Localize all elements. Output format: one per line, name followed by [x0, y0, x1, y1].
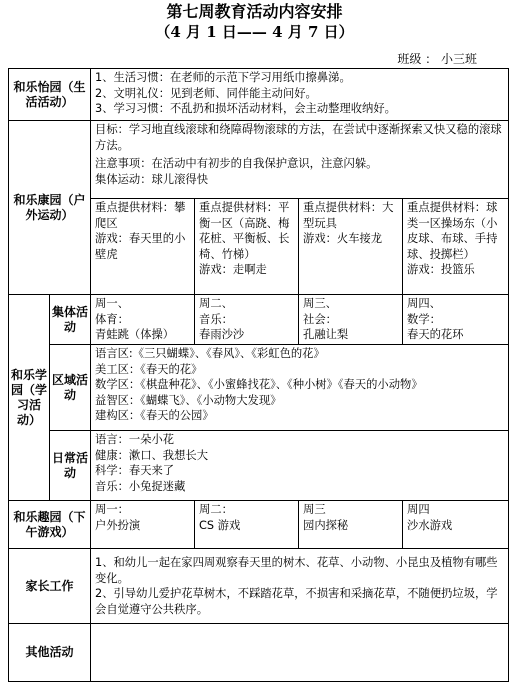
life-content [91, 69, 509, 121]
collective-day: 周二、 [199, 297, 233, 310]
afternoon-header: 和乐趣园（下午游戏） [9, 501, 91, 549]
outdoor-goal-cell [91, 121, 509, 199]
life-header: 和乐怡园（生活活动） [9, 69, 91, 121]
life-line: 3、学习习惯：不乱扔和损坏活动材料，会主动整理收纳好。 [95, 102, 396, 115]
row-parents [9, 549, 509, 624]
collective-topic: 青蛙跳（体操） [95, 328, 175, 341]
material-label: 重点提供材料：平衡一区（高跷、梅花桩、平衡板、长椅、竹梯） [199, 201, 290, 261]
outdoor-group: 集体运动：球儿滚得快 [95, 172, 208, 186]
afternoon-day: 周四 [407, 503, 430, 516]
material-cell [403, 199, 509, 295]
collective-topic: 孔融让梨 [303, 328, 349, 341]
parents-header: 家长工作 [9, 549, 91, 624]
collective-day-cell [195, 295, 299, 345]
row-other [9, 624, 509, 682]
collective-day: 周三、 [303, 297, 337, 310]
daily-line: 语言：一朵小花 [95, 433, 175, 446]
afternoon-activity: 园内探秘 [303, 518, 349, 532]
afternoon-activity: 沙水游戏 [407, 518, 453, 532]
parents-content [91, 549, 509, 624]
row-outdoor-goal [9, 121, 509, 199]
class-label: 班级 ： 小三班 [397, 52, 477, 66]
life-line: 1、生活习惯：在老师的示范下学习用纸巾擦鼻涕。 [95, 71, 351, 84]
area-line: 益智区：《蝴蝶飞》、《小动物大发现》 [95, 393, 282, 407]
afternoon-day-cell [195, 501, 299, 549]
other-header: 其他活动 [9, 624, 91, 682]
material-label: 重点提供材料：球类一区操场东（小皮球、布球、手持球、投掷栏） [407, 201, 498, 261]
collective-subject: 体育： [95, 312, 129, 326]
afternoon-day: 周二： [199, 503, 233, 516]
row-learning-collective [9, 295, 509, 345]
material-game: 游戏：火车接龙 [303, 232, 383, 245]
collective-day-cell [91, 295, 195, 345]
life-line: 2、文明礼仪：见到老师、同伴能主动问好。 [95, 86, 317, 100]
row-life [9, 69, 509, 121]
daily-line: 健康：漱口、我想长大 [95, 448, 208, 462]
daily-label: 日常活动 [50, 431, 91, 501]
afternoon-day-cell [91, 501, 195, 549]
row-learning-areas [9, 345, 509, 431]
daily-line: 科学：春天来了 [95, 464, 175, 477]
material-cell [91, 199, 195, 295]
other-content [91, 624, 509, 682]
material-cell [195, 199, 299, 295]
collective-subject: 音乐： [199, 312, 233, 326]
afternoon-activity: CS 游戏 [199, 518, 241, 532]
material-cell [299, 199, 403, 295]
learning-header: 和乐学园（学习活动） [9, 295, 50, 501]
page-title: 第七周教育活动内容安排 [166, 2, 343, 21]
parents-line: 1、和幼儿一起在家四周观察春天里的树木、花草、小动物、小昆虫及植物有哪些变化。 [95, 556, 498, 585]
area-line: 语言区:《三只蝴蝶》、《春风》、《彩虹色的花》 [95, 347, 325, 360]
row-learning-daily [9, 431, 509, 501]
afternoon-day-cell [299, 501, 403, 549]
material-game: 游戏：投篮乐 [407, 263, 475, 276]
daily-content [91, 431, 509, 501]
area-line: 美工区：《春天的花》 [95, 362, 203, 376]
area-line: 数学区：《棋盘种花》、《小蜜蜂找花》、《种小树》《春天的小动物》 [95, 378, 423, 391]
collective-label: 集体活动 [50, 295, 91, 345]
areas-label: 区域活动 [50, 345, 91, 431]
collective-day-cell [299, 295, 403, 345]
collective-topic: 春天的花环 [407, 328, 464, 341]
date-range: （4 月 1 日—— 4 月 7 日） [155, 23, 354, 41]
outdoor-goal: 目标：学习地直线滚球和绕障碍物滚球的方法，在尝试中逐渐探索又快又稳的滚球方法。 [95, 123, 502, 152]
outdoor-header: 和乐康园（户外运动） [9, 121, 91, 295]
afternoon-day: 周一： [95, 503, 129, 516]
afternoon-activity: 户外扮演 [95, 518, 141, 532]
material-game: 游戏：走啊走 [199, 263, 267, 276]
afternoon-day-cell [403, 501, 509, 549]
daily-line: 音乐：小兔捉迷藏 [95, 479, 186, 493]
material-game: 游戏：春天里的小壁虎 [95, 232, 186, 261]
parents-line: 2、引导幼儿爱护花草树木，不踩踏花草，不损害和采摘花草，不随便扔垃圾，学会自觉遵守公共秩序。 [95, 587, 498, 616]
collective-day: 周四、 [407, 297, 441, 310]
material-label: 重点提供材料：攀爬区 [95, 201, 186, 230]
collective-subject: 社会： [303, 312, 337, 326]
schedule-table [8, 68, 509, 682]
material-label: 重点提供材料：大型玩具 [303, 201, 394, 230]
collective-subject: 数学： [407, 312, 441, 326]
afternoon-day: 周三 [303, 503, 326, 516]
outdoor-note: 注意事项：在活动中有初步的自我保护意识，注意闪躲。 [95, 157, 378, 170]
collective-day: 周一、 [95, 297, 129, 310]
collective-topic: 春雨沙沙 [199, 328, 245, 341]
row-afternoon [9, 501, 509, 549]
collective-day-cell [403, 295, 509, 345]
area-line: 建构区：《春天的公园》 [95, 409, 214, 422]
areas-content [91, 345, 509, 431]
